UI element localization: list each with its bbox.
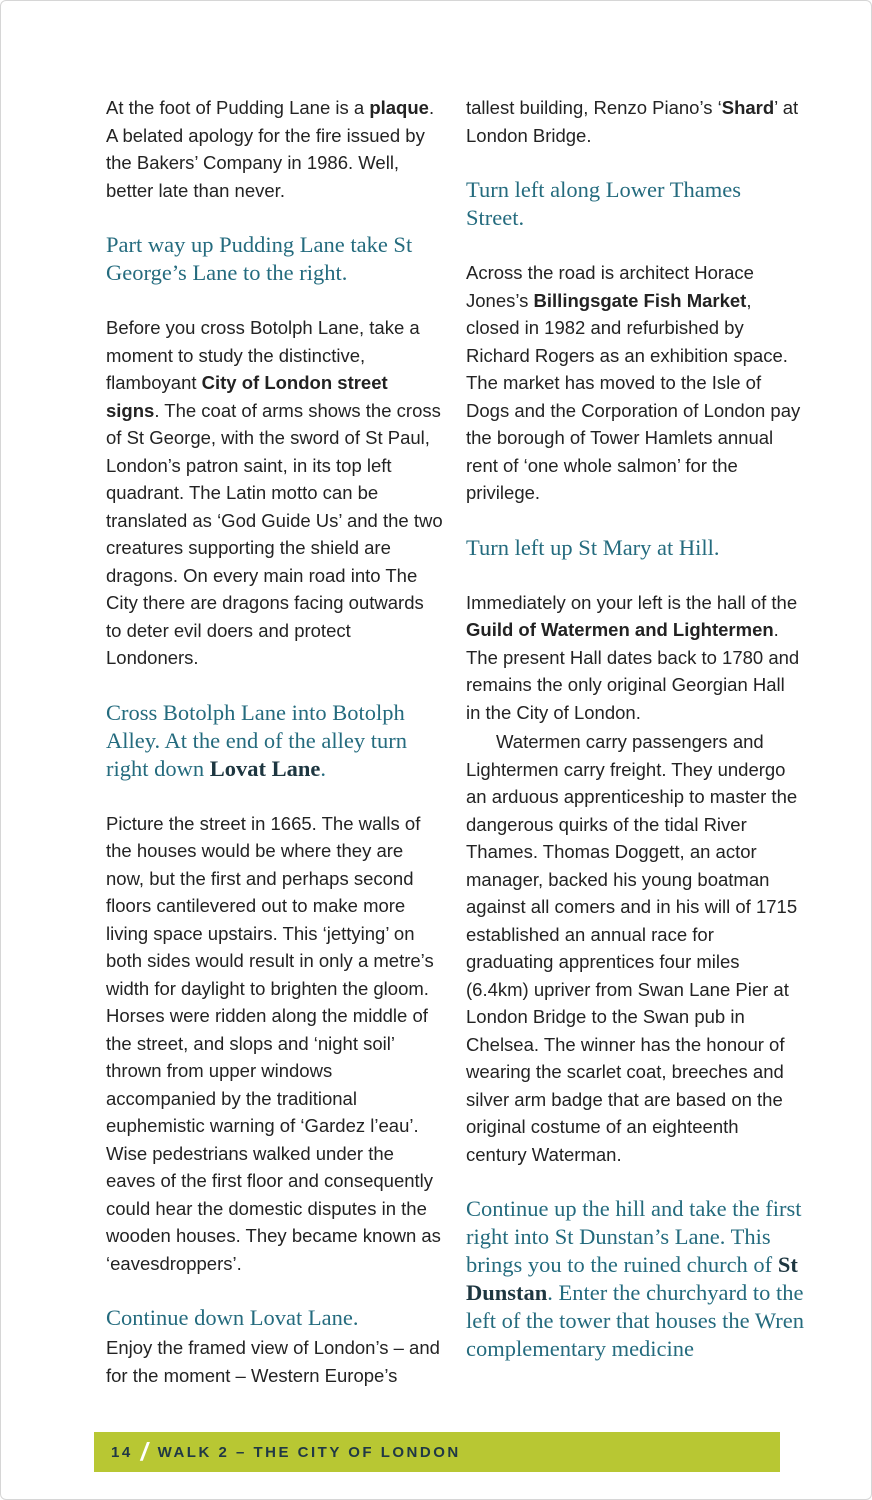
footer-slash-icon: /: [140, 1437, 148, 1466]
paragraph: [466, 259, 804, 507]
section-heading: [106, 1304, 444, 1332]
page-number: 14: [111, 1443, 133, 1461]
text-run: At the foot of Pudding Lane is a: [106, 97, 370, 118]
column-right: [466, 94, 804, 1389]
text-run: plaque: [369, 97, 429, 118]
paragraph: [106, 810, 444, 1278]
paragraph: [106, 94, 444, 204]
section-heading: [466, 534, 804, 562]
text-run: Billingsgate Fish Market: [533, 289, 747, 311]
text-run: , closed in 1982 and refurbished by Richard Rogers as an exhibition space. The market has moved to the Isle of Dogs and the Corporation of London pay the borough of Tower Hamlets annual rent of ‘one whole salmon’ for the privilege.: [466, 289, 801, 503]
text-run: tallest building, Renzo Piano’s ‘: [466, 97, 722, 118]
text-run: Cross Botolph Lane into Botolph Alley. At the end of the alley turn right down: [106, 699, 407, 781]
text-run: . Enter the churchyard to the left of the tower that houses the Wren complementary medicine: [466, 1280, 804, 1361]
column-left: [106, 94, 444, 1389]
text-run: Picture the street in 1665. The walls of the houses would be where they are now, but the first and perhaps second floors cantilevered out to make more living space upstairs. This ‘jettying’ on both sides would result in only a metre’s width for daylight to brighten the gloom. Horses were ridden along the middle of the street, and slops and ‘night soil’ thrown from upper windows accompanied by the traditional euphemistic warning of ‘Gardez l’eau’. Wise pedestrians walked under the eaves of the first floor and consequently could hear the domestic disputes in the wooden houses. They became known as ‘eavesdroppers’.: [106, 812, 441, 1274]
text-run: Continue up the hill and take the first right into St Dunstan’s Lane. This brings you to the ruined church of: [466, 1196, 802, 1277]
section-heading: [466, 1195, 804, 1363]
content-columns: [106, 94, 804, 1389]
text-run: . The present Hall dates back to 1780 and remains the only original Georgian Hall in the City of London.: [466, 619, 800, 723]
text-run: Watermen carry passengers and Lightermen carry freight. They undergo an arduous apprenticeship to master the dangerous quirks of the tidal River Thames. Thomas Doggett, an actor manager, backed his young boatman against all comers and in his will of 1715 established an annual race for graduating apprentices four miles (6.4km) upriver from Swan Lane Pier at London Bridge to the Swan pub in Chelsea. The winner has the honour of wearing the scarlet coat, breeches and silver arm badge that are based on the original costume of an eighteenth century Waterman.: [466, 731, 798, 1165]
text-run: Turn left along Lower Thames Street.: [466, 177, 741, 230]
text-run: Shard: [721, 97, 775, 118]
footer-bar: [94, 1432, 780, 1472]
text-run: Guild of Watermen and Lightermen: [466, 619, 774, 640]
section-heading: [106, 699, 444, 783]
paragraph: [466, 589, 804, 727]
text-run: City of London street signs: [106, 372, 388, 421]
text-run: Enjoy the framed view of London’s – and for the moment – Western Europe’s: [106, 1337, 440, 1386]
paragraph: [106, 314, 444, 672]
text-run: Across the road is architect Horace Jones’s: [466, 262, 754, 311]
section-heading: [106, 231, 444, 287]
text-run: Continue down Lovat Lane.: [106, 1305, 359, 1330]
footer-walk-title: WALK 2 – THE CITY OF LONDON: [157, 1443, 461, 1461]
text-run: Immediately on your left is the hall of the: [466, 591, 798, 613]
paragraph: [466, 728, 804, 1168]
text-run: . The coat of arms shows the cross of St George, with the sword of St Paul, London’s patron saint, in its top left quadrant. The Latin motto can be translated as ‘God Guide Us’ and the two creatures supporting the shield are dragons. On every main road into The City there are dragons facing outwards to deter evil doers and protect Londoners.: [106, 399, 443, 668]
text-run: . A belated apology for the fire issued by the Bakers’ Company in 1986. Well, better late than never.: [106, 97, 435, 201]
text-run: Lovat Lane: [209, 755, 321, 781]
text-run: Part way up Pudding Lane take St George’s Lane to the right.: [106, 232, 413, 285]
text-run: Turn left up St Mary at Hill.: [466, 534, 720, 560]
text-run: St Dunstan: [466, 1252, 798, 1305]
text-run: ’ at London Bridge.: [466, 97, 799, 146]
paragraph: [466, 94, 804, 149]
paragraph: [106, 1334, 444, 1389]
text-run: Before you cross Botolph Lane, take a moment to study the distinctive, flamboyant: [106, 317, 420, 393]
section-heading: [466, 176, 804, 232]
text-run: .: [320, 755, 327, 781]
